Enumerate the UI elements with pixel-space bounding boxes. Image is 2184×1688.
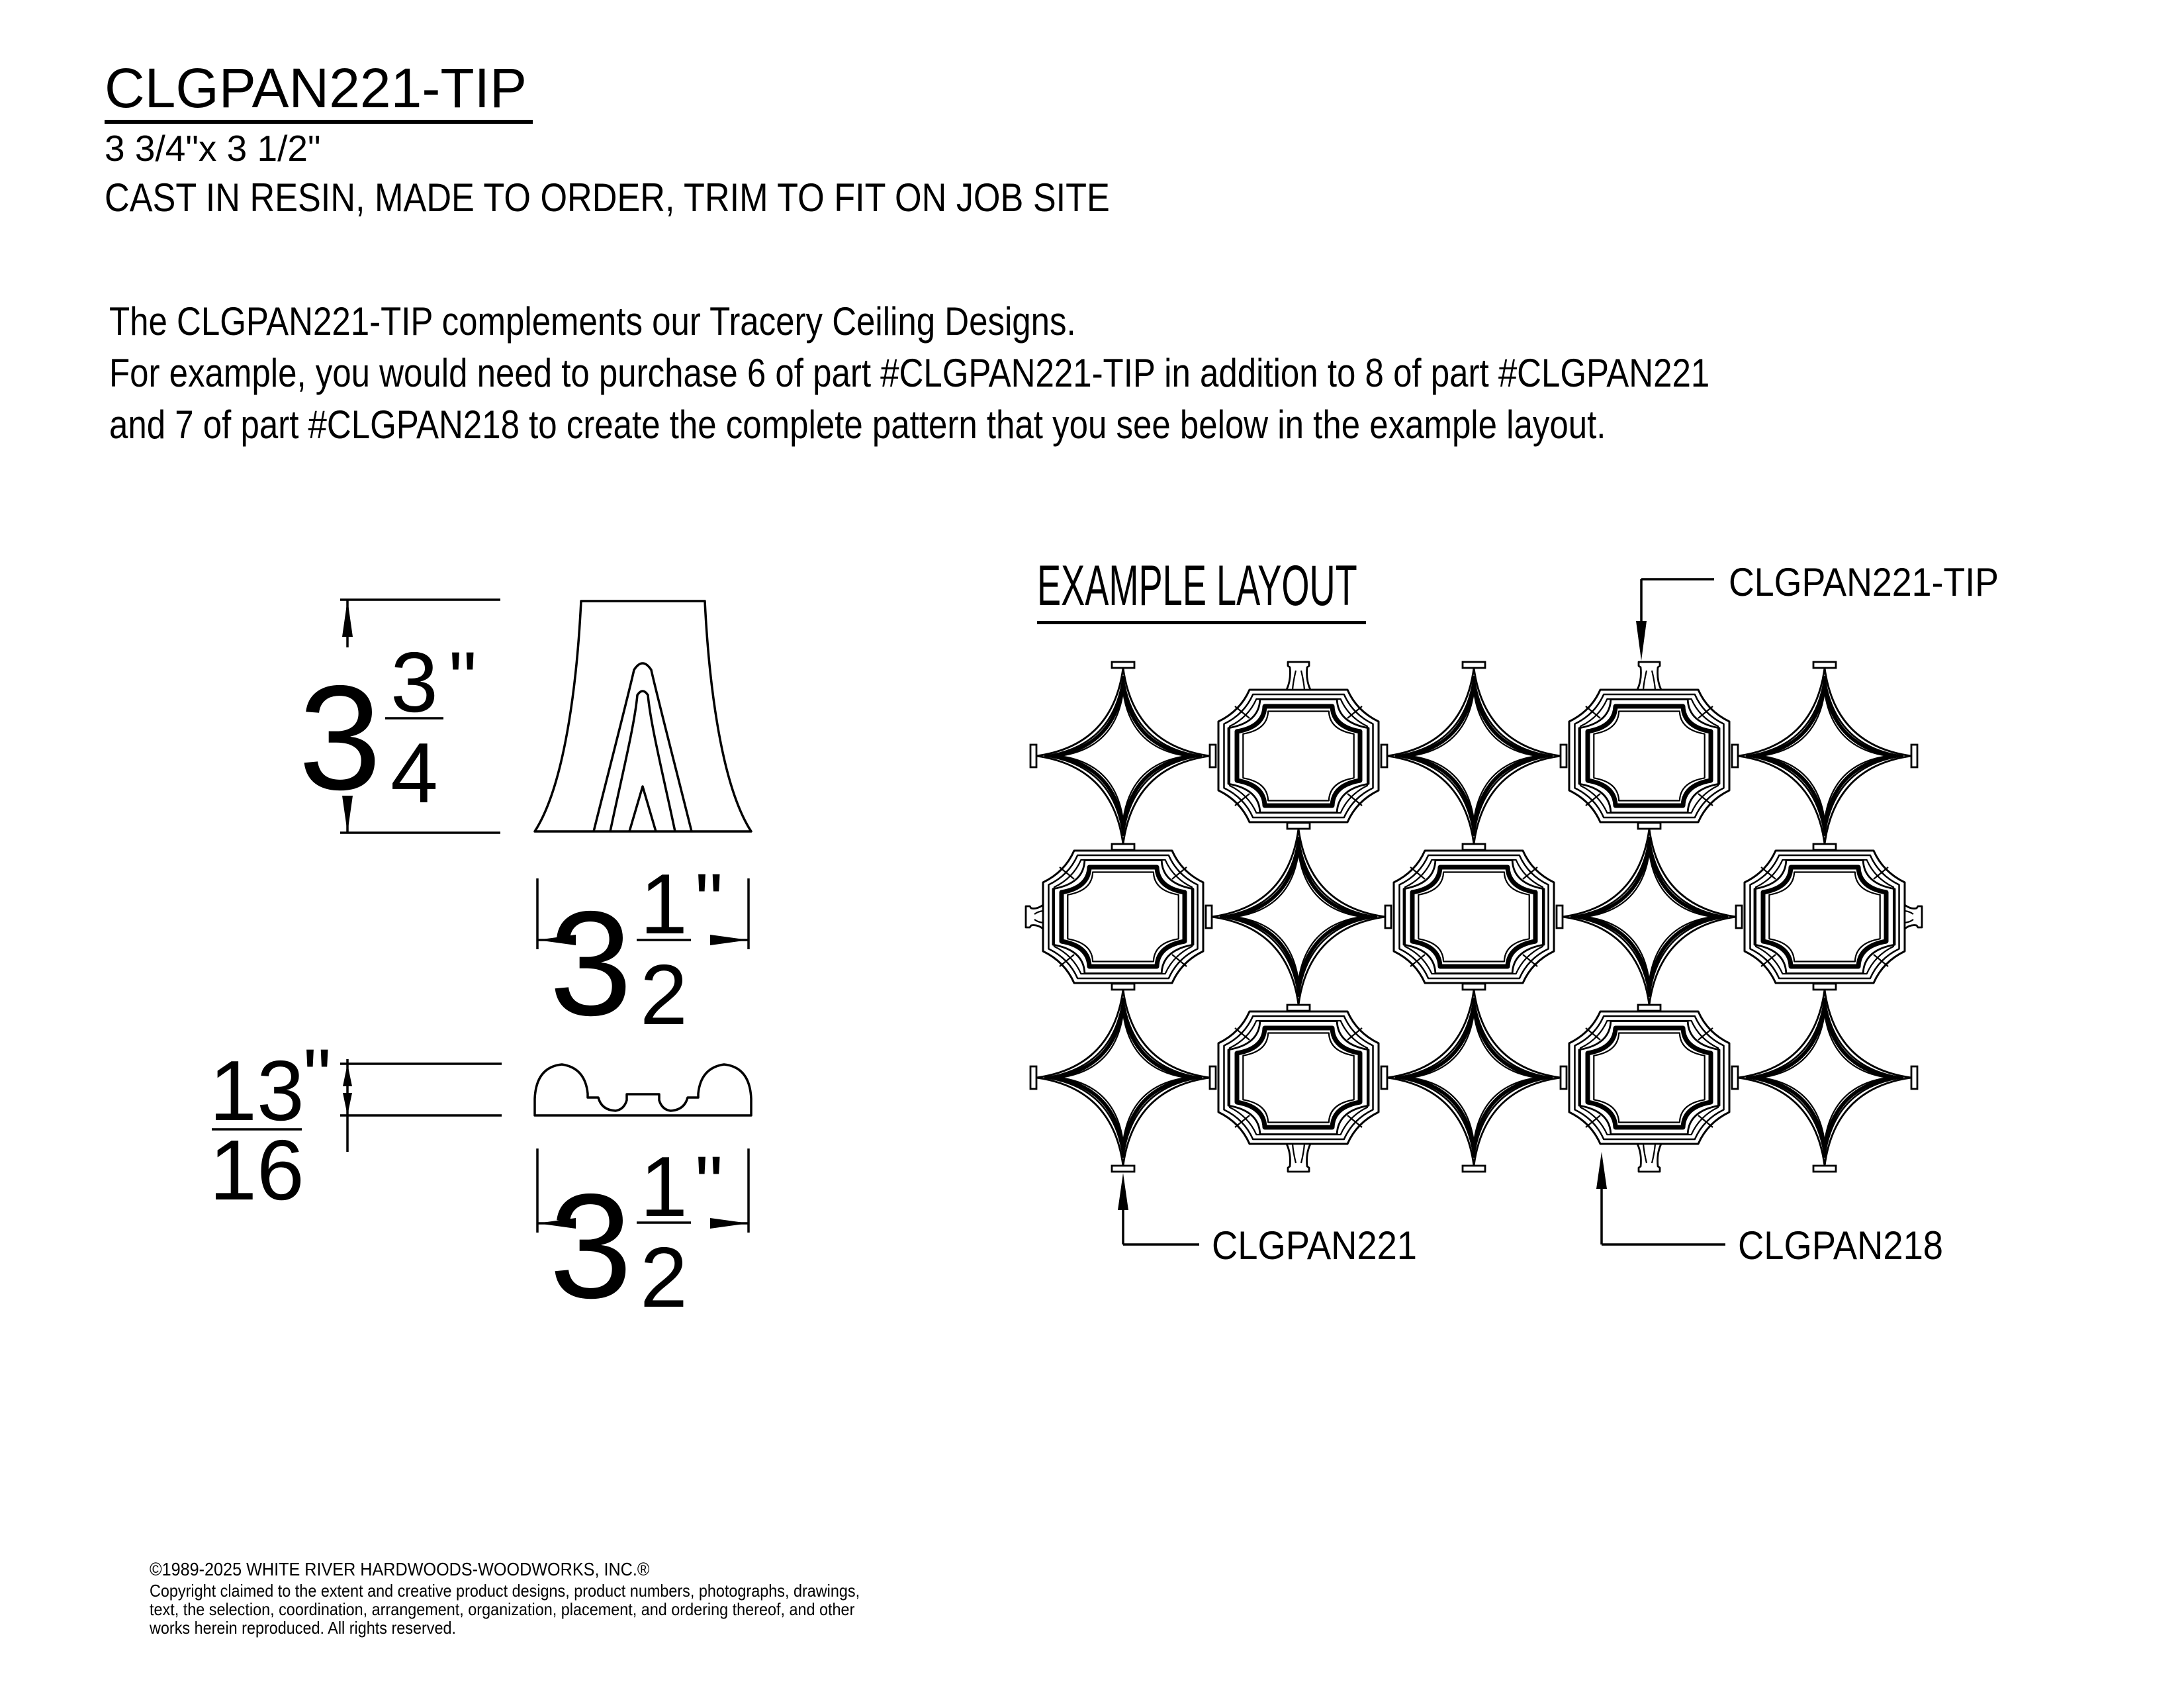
page-title bbox=[105, 57, 527, 119]
pattern-star bbox=[1732, 984, 1917, 1172]
dim-height-unit: " bbox=[449, 635, 477, 724]
pattern-star bbox=[1030, 662, 1216, 850]
material-text-value: CAST IN RESIN, MADE TO ORDER, TRIM TO FIT ON JOB SITE bbox=[105, 175, 1110, 220]
medallion-outline-2 bbox=[1580, 699, 1718, 813]
medallion-outline-1 bbox=[1224, 694, 1373, 818]
pattern-tip-piece bbox=[1287, 662, 1310, 690]
leader-star-arrow bbox=[1118, 1173, 1128, 1210]
pattern-medallion bbox=[1394, 851, 1554, 983]
medallion-band bbox=[1228, 700, 1369, 813]
medallion-opening-inner bbox=[1594, 712, 1704, 801]
pattern-tip-piece bbox=[1287, 1144, 1310, 1172]
label-star: CLGPAN221 bbox=[1212, 1223, 1417, 1268]
pattern-tip-piece bbox=[1637, 662, 1661, 690]
dim-height-whole: 3 bbox=[298, 654, 382, 821]
dim-thick-unit: " bbox=[303, 1033, 332, 1121]
pattern-layer bbox=[1026, 662, 1922, 1172]
tip-outline bbox=[1637, 1144, 1661, 1172]
example-layout-heading-text: EXAMPLE LAYOUT bbox=[1037, 554, 1357, 618]
medallion-opening bbox=[1237, 1028, 1360, 1127]
star-tip-foot-0 bbox=[1813, 662, 1836, 668]
medallion-band bbox=[1754, 861, 1895, 974]
pattern-medallion bbox=[1218, 690, 1379, 822]
material-text bbox=[105, 175, 1260, 220]
dim-width2-numerator: 1 bbox=[640, 1139, 688, 1235]
medallion-outline-1 bbox=[1399, 855, 1548, 978]
star-outline-2 bbox=[1403, 684, 1545, 828]
pattern-tip-piece bbox=[1026, 905, 1043, 929]
star-outline-3 bbox=[1761, 692, 1888, 820]
star-tip-foot-0 bbox=[1112, 662, 1134, 668]
star-outline-3 bbox=[1761, 1013, 1888, 1142]
star-outline-2 bbox=[1052, 684, 1195, 828]
title-underline bbox=[105, 120, 533, 124]
dim-height-denominator: 4 bbox=[390, 726, 438, 821]
star-outline-1 bbox=[1396, 998, 1552, 1156]
star-outline-2 bbox=[1052, 1006, 1195, 1150]
medallion-opening-inner bbox=[1769, 872, 1880, 962]
dim-width2-whole: 3 bbox=[549, 1162, 633, 1329]
star-outline-1 bbox=[1747, 677, 1903, 835]
pattern-tip-piece bbox=[1905, 905, 1922, 929]
dim-thick-arrow-up bbox=[343, 1064, 352, 1086]
star-tip-foot-3 bbox=[1381, 1066, 1387, 1089]
star-outline-1 bbox=[1045, 677, 1201, 835]
size-text bbox=[105, 130, 320, 167]
dim-width1-unit: " bbox=[695, 857, 723, 946]
medallion-outline-1 bbox=[1048, 855, 1197, 978]
star-outline-3 bbox=[1410, 692, 1537, 820]
star-outline-2 bbox=[1578, 845, 1721, 989]
medallion-opening-inner bbox=[1594, 1033, 1704, 1123]
example-layout-heading bbox=[1037, 554, 1545, 618]
medallion-outline-2 bbox=[1230, 1021, 1367, 1135]
pattern-star bbox=[1030, 984, 1216, 1172]
page-title-text: CLGPAN221-TIP bbox=[105, 57, 527, 119]
medallion-outline-2 bbox=[1230, 699, 1367, 813]
star-outline-3 bbox=[1060, 1013, 1186, 1142]
dim-width1-whole: 3 bbox=[549, 880, 633, 1047]
medallion-opening bbox=[1763, 867, 1886, 966]
dim-width2-denominator: 2 bbox=[640, 1230, 688, 1325]
medallion-outline-1 bbox=[1574, 1016, 1723, 1139]
label-tip: CLGPAN221-TIP bbox=[1729, 560, 1999, 604]
pattern-medallion bbox=[1569, 690, 1729, 822]
size-text-value: 3 3/4"x 3 1/2" bbox=[105, 128, 321, 169]
star-tip-foot-2 bbox=[1911, 745, 1917, 767]
dim-width1-numerator: 1 bbox=[640, 857, 688, 952]
medallion-outline-2 bbox=[1405, 860, 1543, 974]
star-tip-foot-2 bbox=[1736, 906, 1742, 928]
medallion-opening bbox=[1237, 706, 1360, 806]
star-outline-2 bbox=[1228, 845, 1370, 989]
star-outline-2 bbox=[1754, 1006, 1896, 1150]
label-medallion: CLGPAN218 bbox=[1738, 1223, 1943, 1268]
profile-outline bbox=[535, 1064, 751, 1115]
star-tip-foot-3 bbox=[1206, 906, 1212, 928]
medallion-band bbox=[1579, 1021, 1719, 1135]
medallion-opening bbox=[1062, 867, 1185, 966]
star-tip-foot-1 bbox=[1287, 1005, 1310, 1011]
medallion-outline-1 bbox=[1750, 855, 1899, 978]
star-outline-1 bbox=[1045, 998, 1201, 1156]
star-tip-foot-3 bbox=[1732, 745, 1738, 767]
star-outline-1 bbox=[1571, 837, 1727, 996]
dim-thick-numerator: 13 bbox=[209, 1043, 304, 1139]
star-outline-3 bbox=[1586, 853, 1712, 981]
star-tip-foot-2 bbox=[1911, 1066, 1917, 1089]
pattern-star bbox=[1206, 823, 1391, 1011]
star-tip-foot-1 bbox=[1813, 844, 1836, 850]
dim-thick-arrow-down bbox=[343, 1093, 352, 1115]
pattern-medallion bbox=[1569, 1011, 1729, 1144]
star-tip-foot-2 bbox=[1385, 906, 1391, 928]
star-tip-foot-3 bbox=[1732, 1066, 1738, 1089]
star-outline-1 bbox=[1396, 677, 1552, 835]
star-tip-foot-0 bbox=[1463, 984, 1485, 990]
star-outline-3 bbox=[1410, 1013, 1537, 1142]
star-tip-foot-0 bbox=[1287, 823, 1310, 829]
medallion-band bbox=[1053, 861, 1193, 974]
copyright-block bbox=[150, 1560, 938, 1637]
dim-height-numerator: 3 bbox=[390, 635, 438, 730]
pattern-star bbox=[1381, 662, 1567, 850]
pattern-medallion bbox=[1745, 851, 1905, 983]
pattern-medallion bbox=[1218, 1011, 1379, 1144]
dim-thick-denominator: 16 bbox=[209, 1123, 304, 1218]
copyright-line-1: ©1989-2025 WHITE RIVER HARDWOODS-WOODWORKS, INC.® bbox=[150, 1559, 650, 1579]
star-tip-foot-0 bbox=[1463, 662, 1485, 668]
pattern-medallion bbox=[1043, 851, 1203, 983]
tip-outline bbox=[1637, 662, 1661, 690]
star-tip-foot-1 bbox=[1112, 1166, 1134, 1172]
medallion-outline-1 bbox=[1574, 694, 1723, 818]
star-tip-foot-2 bbox=[1210, 745, 1216, 767]
pattern-star bbox=[1381, 984, 1567, 1172]
tip-outline bbox=[1287, 662, 1310, 690]
medallion-band bbox=[1404, 861, 1544, 974]
copyright-line-2: Copyright claimed to the extent and creative product designs, product numbers, photographs, drawings, bbox=[150, 1581, 860, 1601]
star-outline-2 bbox=[1754, 684, 1896, 828]
star-tip-foot-1 bbox=[1463, 844, 1485, 850]
star-outline-1 bbox=[1747, 998, 1903, 1156]
description-line-1: The CLGPAN221-TIP complements our Tracery Ceiling Designs. bbox=[109, 299, 1076, 344]
medallion-band bbox=[1228, 1021, 1369, 1135]
medallion-opening-inner bbox=[1068, 872, 1178, 962]
dim-height-arrow-up bbox=[342, 600, 353, 637]
leader-medallion-arrow bbox=[1596, 1152, 1607, 1189]
medallion-opening bbox=[1588, 1028, 1711, 1127]
star-outline-3 bbox=[1060, 692, 1186, 820]
front-view-base-triangle bbox=[629, 786, 656, 831]
star-tip-foot-2 bbox=[1210, 1066, 1216, 1089]
tip-outline bbox=[1287, 1144, 1310, 1172]
description-line-3: and 7 of part #CLGPAN218 to create the complete pattern that you see below in the example layout. bbox=[109, 402, 1606, 447]
front-view-outline bbox=[535, 601, 751, 831]
description-line-2: For example, you would need to purchase 6 of part #CLGPAN221-TIP in addition to 8 of part #CLGPAN221 bbox=[109, 351, 1710, 395]
medallion-outline-1 bbox=[1224, 1016, 1373, 1139]
star-tip-foot-1 bbox=[1112, 844, 1134, 850]
pattern-star bbox=[1557, 823, 1742, 1011]
star-tip-foot-3 bbox=[1381, 745, 1387, 767]
medallion-opening-inner bbox=[1243, 1033, 1353, 1123]
front-view-arch-outer bbox=[594, 663, 692, 831]
star-tip-foot-3 bbox=[1030, 745, 1036, 767]
medallion-opening-inner bbox=[1243, 712, 1353, 801]
leader-tip-arrow bbox=[1636, 621, 1647, 661]
medallion-opening-inner bbox=[1418, 872, 1529, 962]
star-tip-foot-1 bbox=[1463, 1166, 1485, 1172]
dim-width1-denominator: 2 bbox=[640, 947, 688, 1043]
tip-outline bbox=[1026, 905, 1043, 929]
star-tip-foot-1 bbox=[1638, 1005, 1661, 1011]
star-tip-foot-0 bbox=[1813, 984, 1836, 990]
star-tip-foot-2 bbox=[1561, 745, 1567, 767]
copyright-line-4: works herein reproduced. All rights reserved. bbox=[150, 1618, 457, 1638]
star-tip-foot-1 bbox=[1813, 1166, 1836, 1172]
front-view-arch-inner bbox=[610, 691, 675, 831]
medallion-outline-2 bbox=[1756, 860, 1893, 974]
pattern-tip-piece bbox=[1637, 1144, 1661, 1172]
star-outline-1 bbox=[1220, 837, 1377, 996]
medallion-band bbox=[1579, 700, 1719, 813]
medallion-outline-2 bbox=[1054, 860, 1192, 974]
star-tip-foot-3 bbox=[1030, 1066, 1036, 1089]
tip-outline bbox=[1905, 905, 1922, 929]
star-outline-3 bbox=[1235, 853, 1361, 981]
pattern-star bbox=[1732, 662, 1917, 850]
medallion-opening bbox=[1412, 867, 1535, 966]
dim-width2-unit: " bbox=[695, 1140, 723, 1229]
star-tip-foot-0 bbox=[1112, 984, 1134, 990]
copyright-line-3: text, the selection, coordination, arrangement, organization, placement, and ordering thereof, and other bbox=[150, 1599, 855, 1619]
star-tip-foot-2 bbox=[1561, 1066, 1567, 1089]
star-tip-foot-0 bbox=[1638, 823, 1661, 829]
example-heading-underline bbox=[1037, 621, 1366, 624]
medallion-outline-2 bbox=[1580, 1021, 1718, 1135]
description-paragraph bbox=[109, 296, 1992, 451]
star-outline-2 bbox=[1403, 1006, 1545, 1150]
medallion-opening bbox=[1588, 706, 1711, 806]
star-tip-foot-3 bbox=[1557, 906, 1563, 928]
